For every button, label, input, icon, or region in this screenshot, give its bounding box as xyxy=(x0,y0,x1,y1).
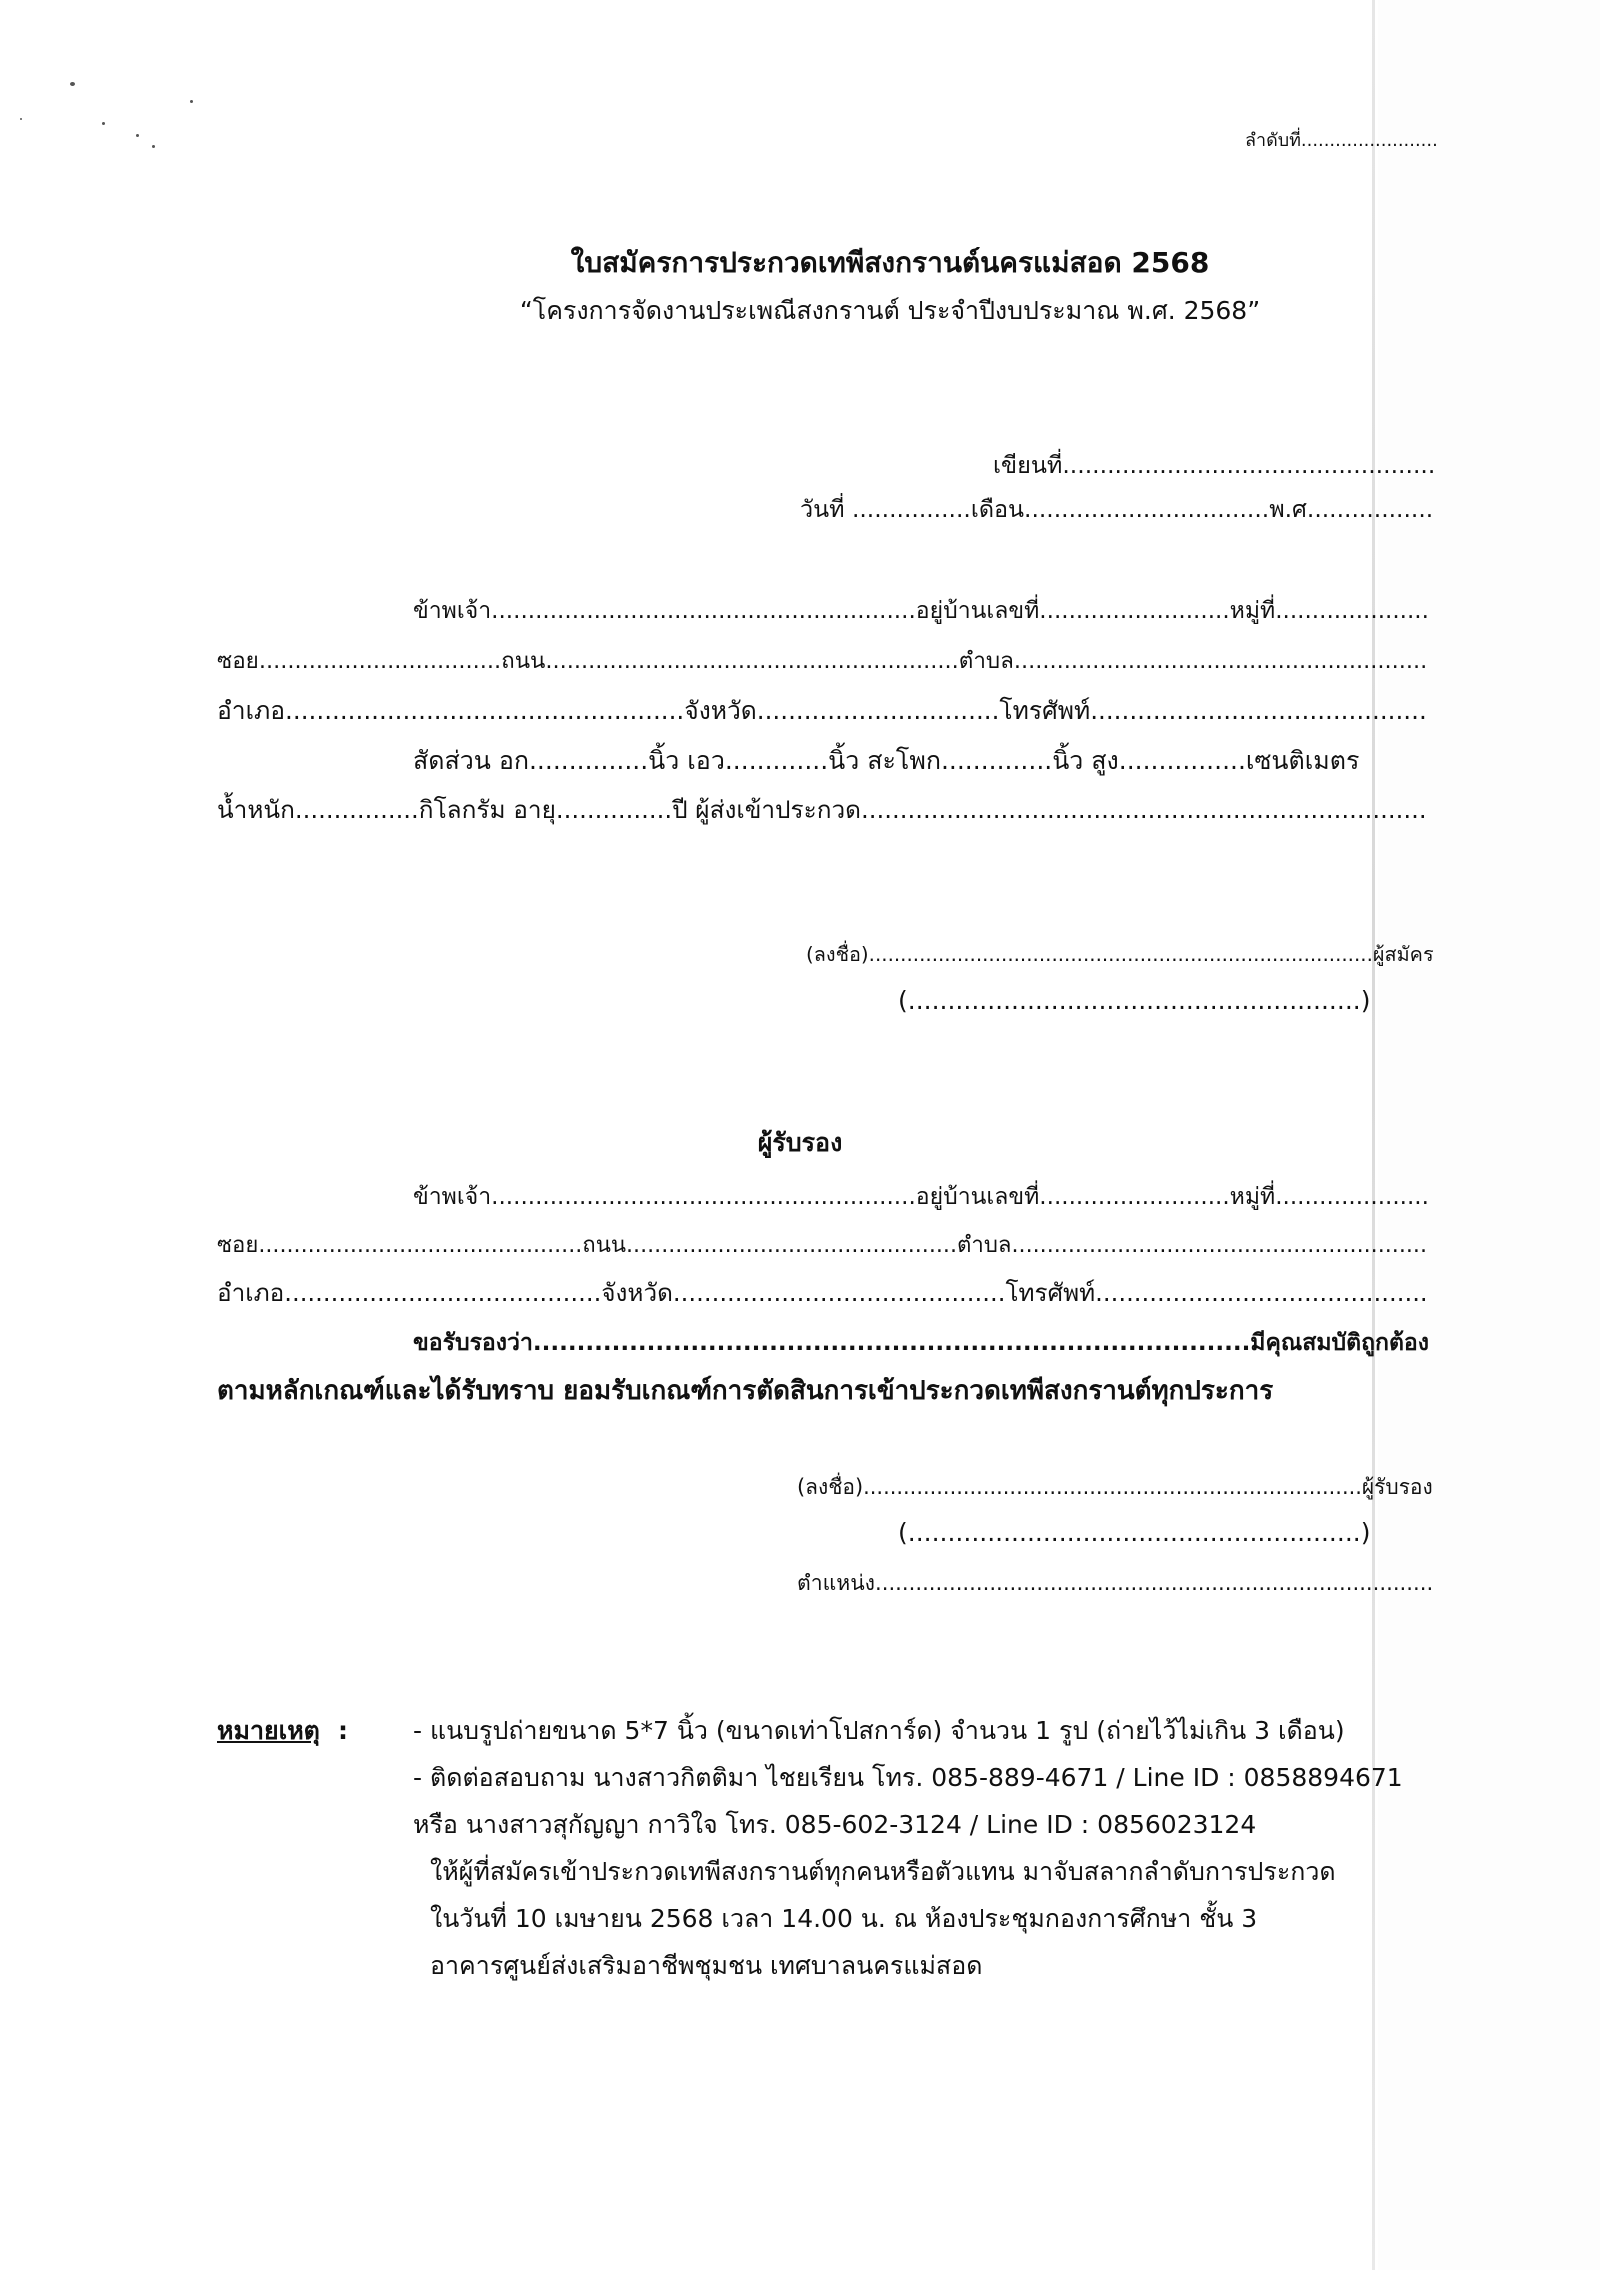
form-title: ใบสมัครการประกวดเทพีสงกรานต์นครแม่สอด 2568 xyxy=(570,246,1210,279)
note-item: ให้ผู้ที่สมัครเข้าประกวดเทพีสงกรานต์ทุกคนหรือตัวแทน มาจับสลากลำดับการประกวด xyxy=(430,1857,1336,1886)
certify-statement: ขอรับรองว่า..................................................................................มีคุณสมบัติถูกต้อง xyxy=(413,1330,1430,1356)
certifier-address-line: ซอย..............................................ถนน...............................................ตำบล........................................................... xyxy=(217,1232,1428,1258)
certify-statement-continued: ตามหลักเกณฑ์และได้รับทราบ ยอมรับเกณฑ์การตัดสินการเข้าประกวดเทพีสงกรานต์ทุกประการ xyxy=(217,1376,1274,1406)
date-line: วันที่ ................เดือน.................................พ.ศ................. xyxy=(800,495,1434,523)
applicant-name-line: ข้าพเจ้า..........................................................อยู่บ้านเลขที่..........................หมู่ที่..................... xyxy=(413,598,1429,624)
scan-speck xyxy=(136,134,139,137)
certifier-heading: ผู้รับรอง xyxy=(757,1128,843,1157)
note-item: ในวันที่ 10 เมษายน 2568 เวลา 14.00 น. ณ ห้องประชุมกองการศึกษา ชั้น 3 xyxy=(430,1904,1258,1933)
form-subtitle: “โครงการจัดงานประเพณีสงกรานต์ ประจำปีงบประมาณ พ.ศ. 2568” xyxy=(519,296,1261,325)
notes-colon: : xyxy=(338,1716,348,1745)
applicant-weight-age-line: น้ำหนัก................กิโลกรัม อายุ...............ปี ผู้ส่งเข้าประกวด......................................................................... xyxy=(217,795,1427,824)
certifier-signature-line: (ลงชื่อ)...........................................................................ผู้รับรอง xyxy=(797,1475,1433,1499)
note-item: - ติดต่อสอบถาม นางสาวกิตติมา ไชยเรียน โทร. 085-889-4671 / Line ID : 0858894671 xyxy=(413,1763,1403,1792)
note-item: - แนบรูปถ่ายขนาด 5*7 นิ้ว (ขนาดเท่าโปสการ์ด) จำนวน 1 รูป (ถ่ายไว้ไม่เกิน 3 เดือน) xyxy=(413,1716,1345,1745)
scan-speck xyxy=(190,100,193,103)
sequence-number: ลำดับที่........................ xyxy=(1245,130,1438,151)
certifier-position-line: ตำแหน่ง................................................................................... xyxy=(797,1570,1434,1595)
certifier-district-line: อำเภอ.........................................จังหวัด...........................................โทรศัพท์........................................... xyxy=(217,1278,1428,1307)
applicant-measurements-line: สัดส่วน อก...............นิ้ว เอว.............นิ้ว สะโพก..............นิ้ว สูง................เซนติเมตร xyxy=(413,746,1360,775)
scan-speck xyxy=(20,118,22,120)
applicant-signature-line: (ลงชื่อ)................................................................................ผู้สมัคร xyxy=(806,943,1434,966)
scan-speck xyxy=(70,82,75,86)
notes-label: หมายเหตุ xyxy=(217,1716,320,1745)
scan-speck xyxy=(152,145,155,148)
applicant-name-parentheses: (.........................................................) xyxy=(898,986,1371,1015)
written-at-line: เขียนที่.................................................. xyxy=(993,451,1436,479)
note-item: อาคารศูนย์ส่งเสริมอาชีพชุมชน เทศบาลนครแม่สอด xyxy=(430,1951,983,1980)
applicant-address-line: ซอย..................................ถนน..........................................................ตำบล.......................................................... xyxy=(217,648,1428,674)
certifier-name-parentheses: (.........................................................) xyxy=(898,1518,1371,1547)
scan-speck xyxy=(102,122,105,125)
certifier-name-line: ข้าพเจ้า..........................................................อยู่บ้านเลขที่..........................หมู่ที่..................... xyxy=(413,1184,1429,1210)
note-item: หรือ นางสาวสุกัญญา กาวิใจ โทร. 085-602-3124 / Line ID : 0856023124 xyxy=(413,1810,1257,1839)
applicant-district-line: อำเภอ...................................................จังหวัด...............................โทรศัพท์........................................... xyxy=(217,696,1427,725)
